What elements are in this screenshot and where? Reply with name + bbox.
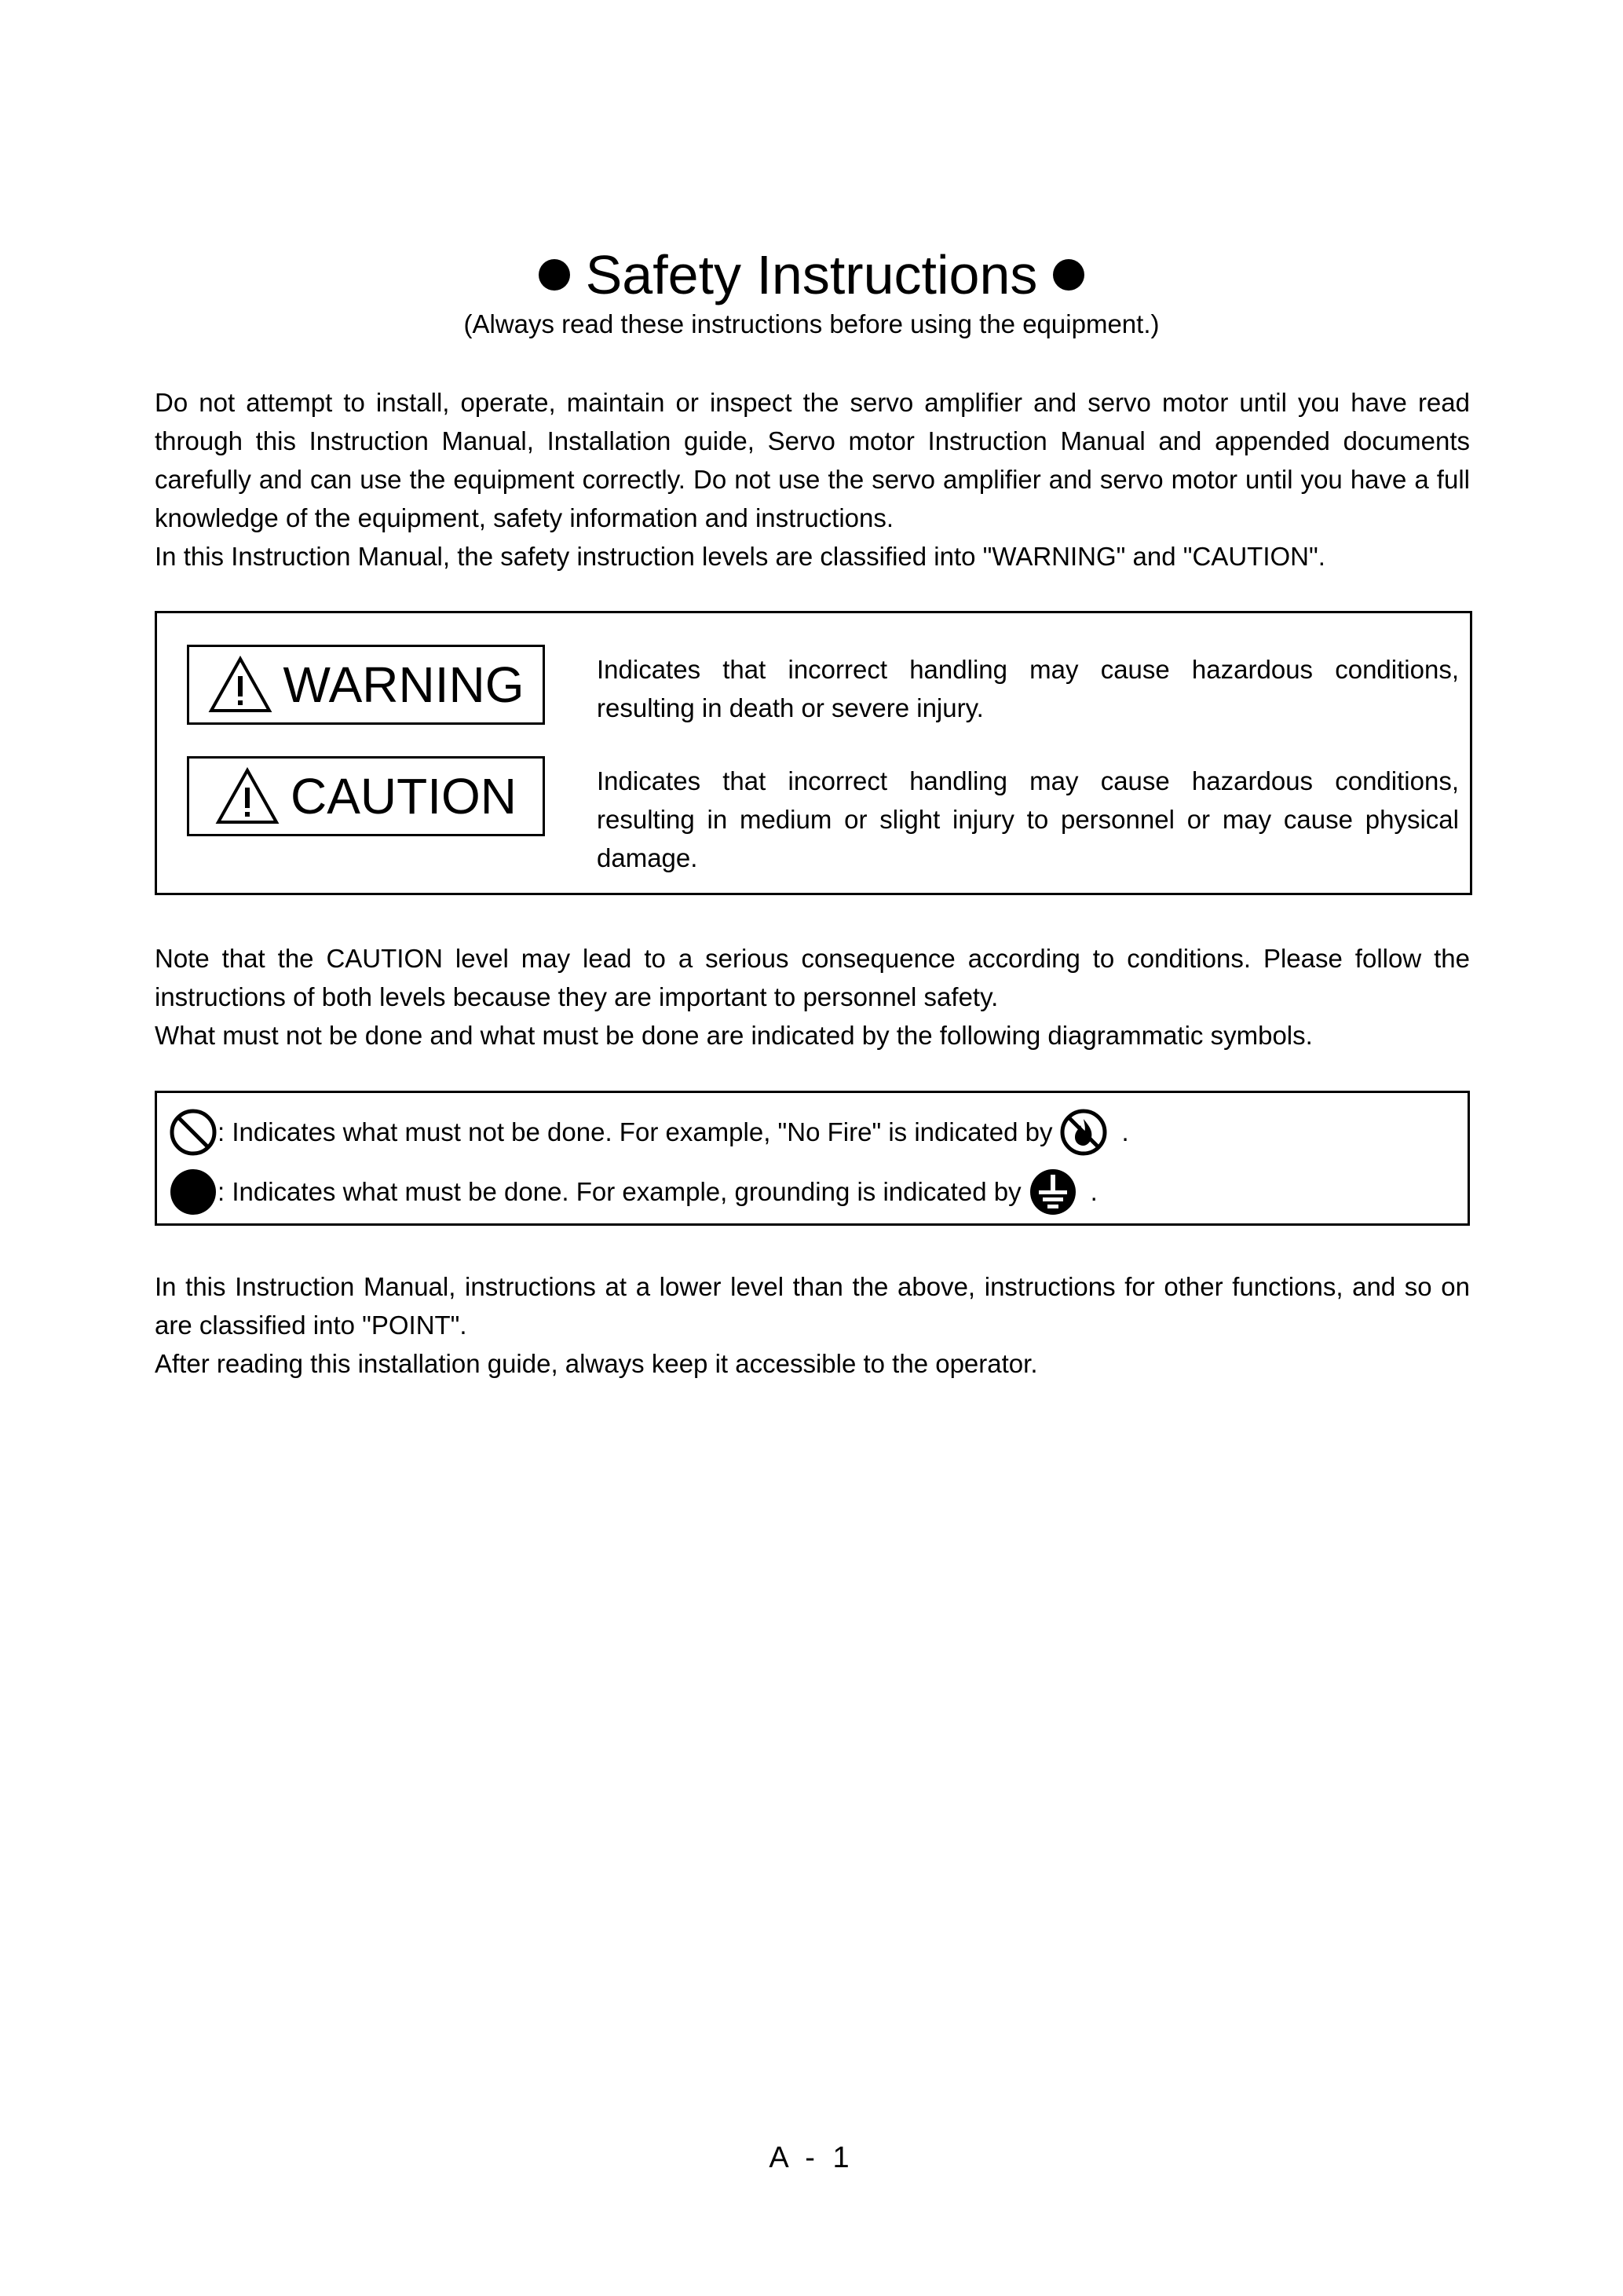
no-fire-icon [1058, 1108, 1109, 1157]
prohibition-text: : Indicates what must not be done. For example, "No Fire" is indicated by [217, 1117, 1053, 1146]
mandatory-row [169, 1168, 1098, 1216]
warning-description-text: Indicates that incorrect handling may cause hazardous conditions, resulting in death or severe injury. [597, 655, 1459, 722]
page-number: A - 1 [769, 2141, 854, 2174]
intro-levels-text: In this Instruction Manual, the safety instruction levels are classified into "WARNING" and "CAUTION". [155, 542, 1325, 571]
prohibition-end: . [1121, 1117, 1129, 1146]
warning-triangle-icon [215, 767, 280, 825]
note-text: Note that the CAUTION level may lead to a serious consequence according to conditions. Please follow the instructions of both levels because they are important to personnel safety. [155, 944, 1470, 1011]
bullet-icon [539, 259, 570, 291]
mandatory-text: : Indicates what must be done. For example, grounding is indicated by [217, 1177, 1022, 1206]
title-text: Safety Instructions [585, 244, 1038, 305]
mandatory-action-icon [169, 1168, 217, 1216]
prohibition-row [169, 1109, 1129, 1156]
page-title [0, 239, 1623, 310]
intro-text: Do not attempt to install, operate, maintain or inspect the servo amplifier and servo motor until you have read through this Instruction Manual, Installation guide, Servo motor Instruction Manual and appended documents carefully and can use the equipment correctly. Do not use the servo amplifier and servo motor until you have a full knowledge of the equipment, safety information and instructions. [155, 388, 1470, 532]
prohibition-icon [169, 1108, 217, 1157]
note-symbols-text: What must not be done and what must be done are indicated by the following diagrammatic symbols. [155, 1021, 1313, 1050]
page-subtitle: (Always read these instructions before using the equipment.) [463, 309, 1160, 338]
signal-word-box [155, 611, 1472, 895]
closing-accessible-text: After reading this installation guide, always keep it accessible to the operator. [155, 1349, 1038, 1378]
caution-description-text: Indicates that incorrect handling may cause hazardous conditions, resulting in medium or slight injury to personnel or may cause physical damage. [597, 766, 1459, 872]
mandatory-end: . [1090, 1177, 1098, 1206]
note-paragraph [155, 939, 1470, 1055]
bullet-icon [1053, 259, 1084, 291]
warning-triangle-icon [208, 656, 272, 714]
intro-paragraph [155, 383, 1470, 576]
caution-label [187, 756, 545, 836]
symbol-box [155, 1091, 1470, 1226]
warning-label-text: WARNING [283, 656, 525, 713]
grounding-icon [1028, 1168, 1078, 1216]
closing-text: In this Instruction Manual, instructions at a lower level than the above, instructions for other functions, and so on are classified into "POINT". [155, 1272, 1470, 1340]
caution-label-text: CAUTION [291, 768, 517, 824]
warning-label [187, 645, 545, 725]
warning-description [597, 650, 1459, 727]
closing-paragraph [155, 1267, 1470, 1383]
caution-description [597, 762, 1459, 877]
